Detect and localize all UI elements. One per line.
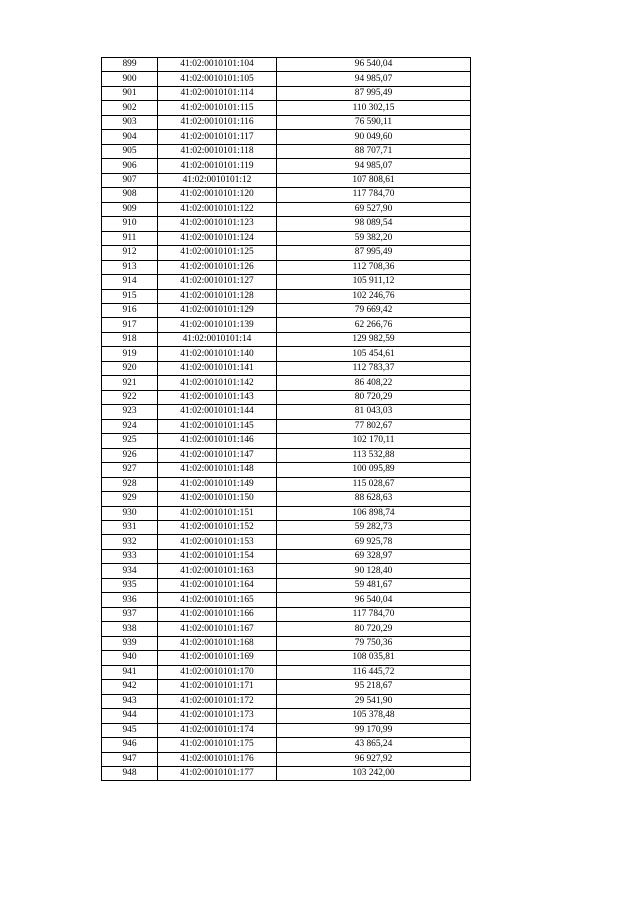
cadastral-value-cell: 106 898,74: [277, 506, 471, 520]
row-number-cell: 947: [102, 752, 158, 766]
cadastral-number-cell: 41:02:0010101:176: [158, 752, 277, 766]
cadastral-value-cell: 108 035,81: [277, 651, 471, 665]
cadastral-value-cell: 87 995,49: [277, 86, 471, 100]
row-number-cell: 930: [102, 506, 158, 520]
table-row: [102, 521, 471, 535]
cadastral-number-cell: 41:02:0010101:152: [158, 521, 277, 535]
row-number-cell: 901: [102, 86, 158, 100]
table-row: [102, 130, 471, 144]
cadastral-value-cell: 96 540,04: [277, 58, 471, 72]
table-row: [102, 202, 471, 216]
table-row: [102, 173, 471, 187]
table-row: [102, 188, 471, 202]
table-body: [102, 58, 471, 781]
table-row: [102, 275, 471, 289]
cadastral-value-cell: 90 049,60: [277, 130, 471, 144]
row-number-cell: 923: [102, 405, 158, 419]
table-row: [102, 665, 471, 679]
cadastral-value-cell: 96 540,04: [277, 593, 471, 607]
cadastral-value-cell: 94 985,07: [277, 159, 471, 173]
row-number-cell: 900: [102, 72, 158, 86]
cadastral-number-cell: 41:02:0010101:120: [158, 188, 277, 202]
cadastral-value-cell: 113 532,88: [277, 448, 471, 462]
cadastral-value-cell: 80 720,29: [277, 622, 471, 636]
row-number-cell: 917: [102, 318, 158, 332]
row-number-cell: 907: [102, 173, 158, 187]
table-row: [102, 492, 471, 506]
table-row: [102, 231, 471, 245]
table-row: [102, 405, 471, 419]
row-number-cell: 916: [102, 303, 158, 317]
cadastral-number-cell: 41:02:0010101:142: [158, 376, 277, 390]
row-number-cell: 939: [102, 636, 158, 650]
table-row: [102, 448, 471, 462]
cadastral-number-cell: 41:02:0010101:148: [158, 463, 277, 477]
cadastral-value-cell: 59 382,20: [277, 231, 471, 245]
cadastral-value-cell: 105 378,48: [277, 709, 471, 723]
table-row: [102, 289, 471, 303]
cadastral-value-cell: 59 481,67: [277, 578, 471, 592]
row-number-cell: 915: [102, 289, 158, 303]
row-number-cell: 936: [102, 593, 158, 607]
table-row: [102, 390, 471, 404]
table-row: [102, 723, 471, 737]
row-number-cell: 921: [102, 376, 158, 390]
table-row: [102, 651, 471, 665]
cadastral-value-cell: 88 628,63: [277, 492, 471, 506]
cadastral-value-cell: 79 750,36: [277, 636, 471, 650]
cadastral-value-cell: 105 911,12: [277, 275, 471, 289]
table-row: [102, 260, 471, 274]
row-number-cell: 945: [102, 723, 158, 737]
cadastral-value-cell: 77 802,67: [277, 419, 471, 433]
row-number-cell: 929: [102, 492, 158, 506]
cadastral-value-cell: 112 708,36: [277, 260, 471, 274]
table-row: [102, 578, 471, 592]
row-number-cell: 899: [102, 58, 158, 72]
table-row: [102, 376, 471, 390]
row-number-cell: 905: [102, 144, 158, 158]
table-row: [102, 477, 471, 491]
cadastral-number-cell: 41:02:0010101:118: [158, 144, 277, 158]
table-row: [102, 318, 471, 332]
row-number-cell: 935: [102, 578, 158, 592]
row-number-cell: 906: [102, 159, 158, 173]
cadastral-value-cell: 94 985,07: [277, 72, 471, 86]
row-number-cell: 912: [102, 246, 158, 260]
cadastral-value-cell: 76 590,11: [277, 115, 471, 129]
cadastral-number-cell: 41:02:0010101:128: [158, 289, 277, 303]
cadastral-value-cell: 62 266,76: [277, 318, 471, 332]
table-row: [102, 58, 471, 72]
table-row: [102, 434, 471, 448]
cadastral-value-cell: 115 028,67: [277, 477, 471, 491]
cadastral-number-cell: 41:02:0010101:165: [158, 593, 277, 607]
table-row: [102, 752, 471, 766]
cadastral-number-cell: 41:02:0010101:175: [158, 738, 277, 752]
row-number-cell: 943: [102, 694, 158, 708]
cadastral-value-cell: 98 089,54: [277, 217, 471, 231]
cadastral-value-cell: 96 927,92: [277, 752, 471, 766]
row-number-cell: 946: [102, 738, 158, 752]
cadastral-value-cell: 86 408,22: [277, 376, 471, 390]
cadastral-value-cell: 69 328,97: [277, 549, 471, 563]
cadastral-number-cell: 41:02:0010101:145: [158, 419, 277, 433]
cadastral-number-cell: 41:02:0010101:151: [158, 506, 277, 520]
cadastral-number-cell: 41:02:0010101:116: [158, 115, 277, 129]
cadastral-value-cell: 59 282,73: [277, 521, 471, 535]
row-number-cell: 938: [102, 622, 158, 636]
cadastral-number-cell: 41:02:0010101:163: [158, 564, 277, 578]
cadastral-number-cell: 41:02:0010101:174: [158, 723, 277, 737]
cadastral-value-cell: 43 865,24: [277, 738, 471, 752]
cadastral-number-cell: 41:02:0010101:125: [158, 246, 277, 260]
row-number-cell: 926: [102, 448, 158, 462]
cadastral-number-cell: 41:02:0010101:171: [158, 680, 277, 694]
table-row: [102, 535, 471, 549]
cadastral-value-cell: 79 669,42: [277, 303, 471, 317]
cadastral-number-cell: 41:02:0010101:127: [158, 275, 277, 289]
cadastral-value-table: [101, 57, 471, 781]
table-row: [102, 361, 471, 375]
cadastral-number-cell: 41:02:0010101:124: [158, 231, 277, 245]
cadastral-number-cell: 41:02:0010101:12: [158, 173, 277, 187]
cadastral-number-cell: 41:02:0010101:114: [158, 86, 277, 100]
cadastral-value-cell: 102 246,76: [277, 289, 471, 303]
cadastral-number-cell: 41:02:0010101:173: [158, 709, 277, 723]
row-number-cell: 919: [102, 347, 158, 361]
row-number-cell: 948: [102, 766, 158, 780]
row-number-cell: 908: [102, 188, 158, 202]
row-number-cell: 925: [102, 434, 158, 448]
cadastral-number-cell: 41:02:0010101:144: [158, 405, 277, 419]
cadastral-number-cell: 41:02:0010101:105: [158, 72, 277, 86]
cadastral-value-cell: 112 783,37: [277, 361, 471, 375]
row-number-cell: 928: [102, 477, 158, 491]
cadastral-number-cell: 41:02:0010101:153: [158, 535, 277, 549]
table-row: [102, 72, 471, 86]
table-row: [102, 694, 471, 708]
table-row: [102, 506, 471, 520]
table-row: [102, 419, 471, 433]
row-number-cell: 940: [102, 651, 158, 665]
cadastral-number-cell: 41:02:0010101:117: [158, 130, 277, 144]
cadastral-value-cell: 69 925,78: [277, 535, 471, 549]
cadastral-number-cell: 41:02:0010101:169: [158, 651, 277, 665]
table-row: [102, 593, 471, 607]
cadastral-value-cell: 116 445,72: [277, 665, 471, 679]
row-number-cell: 911: [102, 231, 158, 245]
cadastral-number-cell: 41:02:0010101:122: [158, 202, 277, 216]
table-row: [102, 332, 471, 346]
cadastral-value-cell: 95 218,67: [277, 680, 471, 694]
cadastral-number-cell: 41:02:0010101:129: [158, 303, 277, 317]
cadastral-number-cell: 41:02:0010101:147: [158, 448, 277, 462]
row-number-cell: 934: [102, 564, 158, 578]
row-number-cell: 910: [102, 217, 158, 231]
row-number-cell: 903: [102, 115, 158, 129]
table-row: [102, 680, 471, 694]
row-number-cell: 932: [102, 535, 158, 549]
cadastral-value-cell: 88 707,71: [277, 144, 471, 158]
row-number-cell: 920: [102, 361, 158, 375]
cadastral-value-cell: 87 995,49: [277, 246, 471, 260]
table-row: [102, 636, 471, 650]
table-row: [102, 738, 471, 752]
row-number-cell: 918: [102, 332, 158, 346]
table-row: [102, 622, 471, 636]
row-number-cell: 927: [102, 463, 158, 477]
row-number-cell: 931: [102, 521, 158, 535]
table-row: [102, 86, 471, 100]
cadastral-value-cell: 110 302,15: [277, 101, 471, 115]
cadastral-value-cell: 105 454,61: [277, 347, 471, 361]
cadastral-value-cell: 29 541,90: [277, 694, 471, 708]
table-row: [102, 144, 471, 158]
cadastral-value-cell: 129 982,59: [277, 332, 471, 346]
row-number-cell: 942: [102, 680, 158, 694]
cadastral-value-cell: 117 784,70: [277, 188, 471, 202]
table-row: [102, 766, 471, 780]
row-number-cell: 924: [102, 419, 158, 433]
table-row: [102, 159, 471, 173]
table-row: [102, 607, 471, 621]
cadastral-number-cell: 41:02:0010101:167: [158, 622, 277, 636]
cadastral-number-cell: 41:02:0010101:166: [158, 607, 277, 621]
table-row: [102, 101, 471, 115]
cadastral-value-cell: 107 808,61: [277, 173, 471, 187]
cadastral-number-cell: 41:02:0010101:115: [158, 101, 277, 115]
row-number-cell: 941: [102, 665, 158, 679]
row-number-cell: 914: [102, 275, 158, 289]
cadastral-number-cell: 41:02:0010101:140: [158, 347, 277, 361]
cadastral-value-cell: 90 128,40: [277, 564, 471, 578]
cadastral-value-cell: 102 170,11: [277, 434, 471, 448]
table-row: [102, 217, 471, 231]
cadastral-number-cell: 41:02:0010101:143: [158, 390, 277, 404]
cadastral-number-cell: 41:02:0010101:170: [158, 665, 277, 679]
row-number-cell: 913: [102, 260, 158, 274]
row-number-cell: 904: [102, 130, 158, 144]
cadastral-number-cell: 41:02:0010101:172: [158, 694, 277, 708]
cadastral-value-cell: 81 043,03: [277, 405, 471, 419]
row-number-cell: 933: [102, 549, 158, 563]
table-row: [102, 463, 471, 477]
table-row: [102, 709, 471, 723]
cadastral-number-cell: 41:02:0010101:14: [158, 332, 277, 346]
row-number-cell: 902: [102, 101, 158, 115]
cadastral-number-cell: 41:02:0010101:139: [158, 318, 277, 332]
table-row: [102, 115, 471, 129]
cadastral-number-cell: 41:02:0010101:164: [158, 578, 277, 592]
cadastral-number-cell: 41:02:0010101:126: [158, 260, 277, 274]
cadastral-value-cell: 103 242,00: [277, 766, 471, 780]
cadastral-value-cell: 117 784,70: [277, 607, 471, 621]
cadastral-number-cell: 41:02:0010101:104: [158, 58, 277, 72]
cadastral-number-cell: 41:02:0010101:168: [158, 636, 277, 650]
table-row: [102, 347, 471, 361]
table-row: [102, 564, 471, 578]
cadastral-value-cell: 69 527,90: [277, 202, 471, 216]
cadastral-value-cell: 80 720,29: [277, 390, 471, 404]
row-number-cell: 922: [102, 390, 158, 404]
cadastral-number-cell: 41:02:0010101:177: [158, 766, 277, 780]
row-number-cell: 937: [102, 607, 158, 621]
cadastral-value-cell: 99 170,99: [277, 723, 471, 737]
cadastral-number-cell: 41:02:0010101:154: [158, 549, 277, 563]
row-number-cell: 944: [102, 709, 158, 723]
cadastral-value-cell: 100 095,89: [277, 463, 471, 477]
table-row: [102, 303, 471, 317]
cadastral-number-cell: 41:02:0010101:150: [158, 492, 277, 506]
table-row: [102, 246, 471, 260]
cadastral-number-cell: 41:02:0010101:149: [158, 477, 277, 491]
cadastral-number-cell: 41:02:0010101:123: [158, 217, 277, 231]
cadastral-number-cell: 41:02:0010101:146: [158, 434, 277, 448]
row-number-cell: 909: [102, 202, 158, 216]
cadastral-number-cell: 41:02:0010101:141: [158, 361, 277, 375]
cadastral-number-cell: 41:02:0010101:119: [158, 159, 277, 173]
table-row: [102, 549, 471, 563]
